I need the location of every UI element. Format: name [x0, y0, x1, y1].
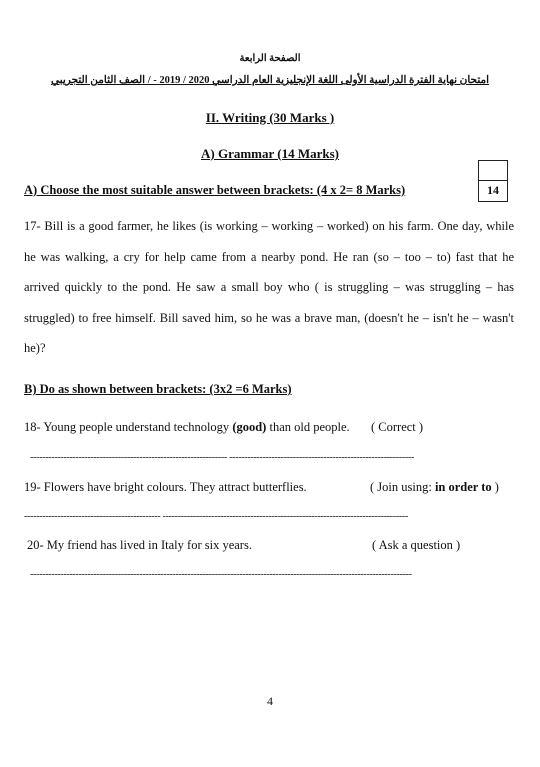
question-20-instruction-text: ( Ask a question )	[372, 538, 461, 552]
arabic-exam-header: امتحان نهاية الفترة الدراسية الأولى اللغة الإنجليزية العام الدراسي 2020 / 2019 - / الصف الثامن التجريبي	[50, 75, 490, 86]
section-title: II. Writing (30 Marks )	[205, 110, 335, 125]
score-box-value: 14	[487, 183, 499, 197]
question-19-instruction-text: ( Join using:	[370, 480, 435, 494]
part-a-instruction: A) Choose the most suitable answer between brackets: (4 x 2= 8 Marks)	[24, 183, 406, 197]
question-19-instruction-end: )	[491, 480, 499, 494]
question-19-text: 19- Flowers have bright colours. They attract butterflies.	[24, 480, 307, 494]
page-number: 4	[267, 694, 273, 708]
score-box-blank	[479, 161, 507, 181]
question-19-instruction	[370, 480, 499, 495]
question-18-bold: (good)	[232, 420, 267, 434]
answer-line-20[interactable]: ------------------------------------------------------------------------------------------------------------------------------	[30, 569, 412, 580]
question-18	[24, 420, 350, 435]
question-19-instruction-bold: in order to	[434, 480, 492, 494]
section-subtitle: A) Grammar (14 Marks)	[200, 146, 340, 161]
answer-line-19[interactable]: --------------------------------------------- ---------------------------------------------------------------------------------	[24, 511, 408, 522]
question-20	[27, 538, 252, 553]
part-b-instruction: B) Do as shown between brackets: (3x2 =6 Marks)	[24, 382, 292, 396]
question-20-text: 20- My friend has lived in Italy for six years.	[27, 538, 252, 552]
arabic-page-title: الصفحة الرابعة	[239, 53, 301, 64]
score-box	[478, 160, 508, 202]
question-18-text-end: than old people.	[266, 420, 350, 434]
answer-line-18[interactable]: ----------------------------------------------------------------- -------------------------------------------------------------	[30, 452, 414, 463]
question-20-instruction	[372, 538, 460, 553]
question-18-instruction-text: ( Correct )	[371, 420, 424, 434]
question-19	[24, 480, 307, 495]
question-17: 17- Bill is a good farmer, he likes (is working – working – worked) on his farm. One day, while he was walking, a cry for help came from a nearby pond. He ran (so – too – to) fast that he arrived quickly to the pond. He saw a small boy who ( is struggling – was struggling – has struggled) to free himself. Bill saved him, so he was a brave man, (doesn't he – isn't he – wasn't he)?	[24, 219, 514, 355]
question-18-instruction	[371, 420, 423, 435]
question-18-text: 18- Young people understand technology	[24, 420, 233, 434]
